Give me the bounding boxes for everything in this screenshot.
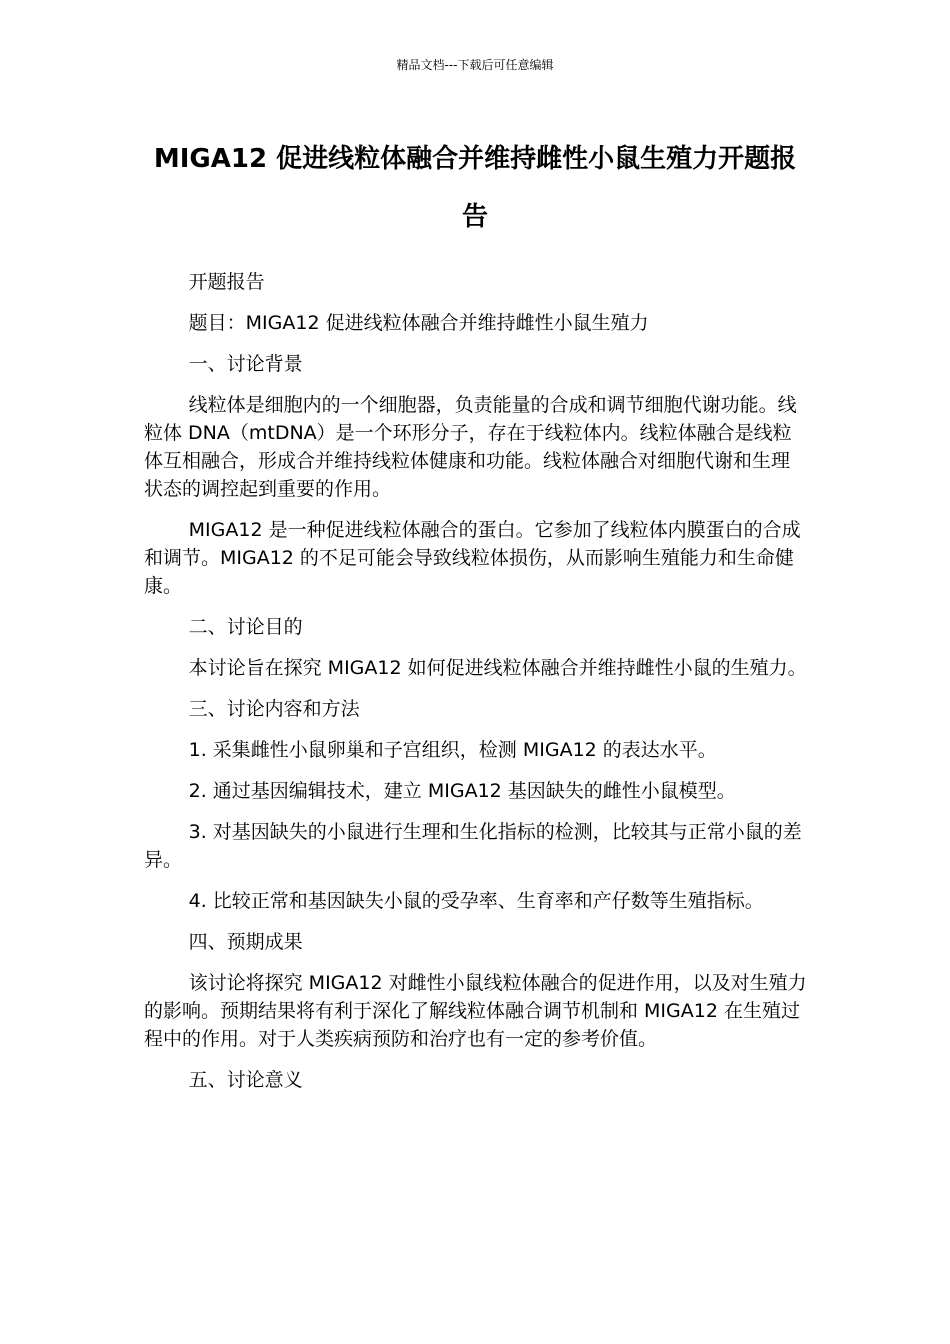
- method-item-3: 3. 对基因缺失的小鼠进行生理和生化指标的检测，比较其与正常小鼠的差异。: [144, 821, 802, 871]
- method-item-1: 1. 采集雌性小鼠卵巢和子宫组织，检测 MIGA12 的表达水平。: [188, 739, 717, 761]
- section-heading-methods: 三、讨论内容和方法: [188, 698, 360, 720]
- method-item-4: 4. 比较正常和基因缺失小鼠的受孕率、生育率和产仔数等生殖指标。: [188, 890, 764, 912]
- method-item-2: 2. 通过基因编辑技术，建立 MIGA12 基因缺失的雌性小鼠模型。: [188, 780, 736, 802]
- document-title: MIGA12 促进线粒体融合并维持雌性小鼠生殖力开题报告: [153, 144, 797, 232]
- section-heading-background: 一、讨论背景: [188, 353, 303, 375]
- para-expected-results: 该讨论将探究 MIGA12 对雌性小鼠线粒体融合的促进作用，以及对生殖力的影响。预期结果将有利于深化了解线粒体融合调节机制和 MIGA12 在生殖过程中的作用。对于人类疾病预防和治疗也有一定的参考价值。: [144, 972, 807, 1050]
- para-background-mitochondria: 线粒体是细胞内的一个细胞器，负责能量的合成和调节细胞代谢功能。线粒体 DNA（mtDNA）是一个环形分子，存在于线粒体内。线粒体融合是线粒体互相融合，形成合并维持线粒体健康和功能。线粒体融合对细胞代谢和生理状态的调控起到重要的作用。: [144, 394, 797, 500]
- section-heading-significance: 五、讨论意义: [188, 1069, 303, 1091]
- para-background-miga12: MIGA12 是一种促进线粒体融合的蛋白。它参加了线粒体内膜蛋白的合成和调节。MIGA12 的不足可能会导致线粒体损伤，从而影响生殖能力和生命健康。: [144, 519, 801, 597]
- section-heading-purpose: 二、讨论目的: [188, 616, 303, 638]
- para-label-report: 开题报告: [188, 271, 265, 293]
- para-purpose: 本讨论旨在探究 MIGA12 如何促进线粒体融合并维持雌性小鼠的生殖力。: [188, 657, 807, 679]
- document-body: [144, 268, 808, 1107]
- para-topic: 题目：MIGA12 促进线粒体融合并维持雌性小鼠生殖力: [188, 312, 649, 334]
- page-header-note: 精品文档---下载后可任意编辑: [396, 58, 554, 72]
- section-heading-expected-results: 四、预期成果: [188, 931, 303, 953]
